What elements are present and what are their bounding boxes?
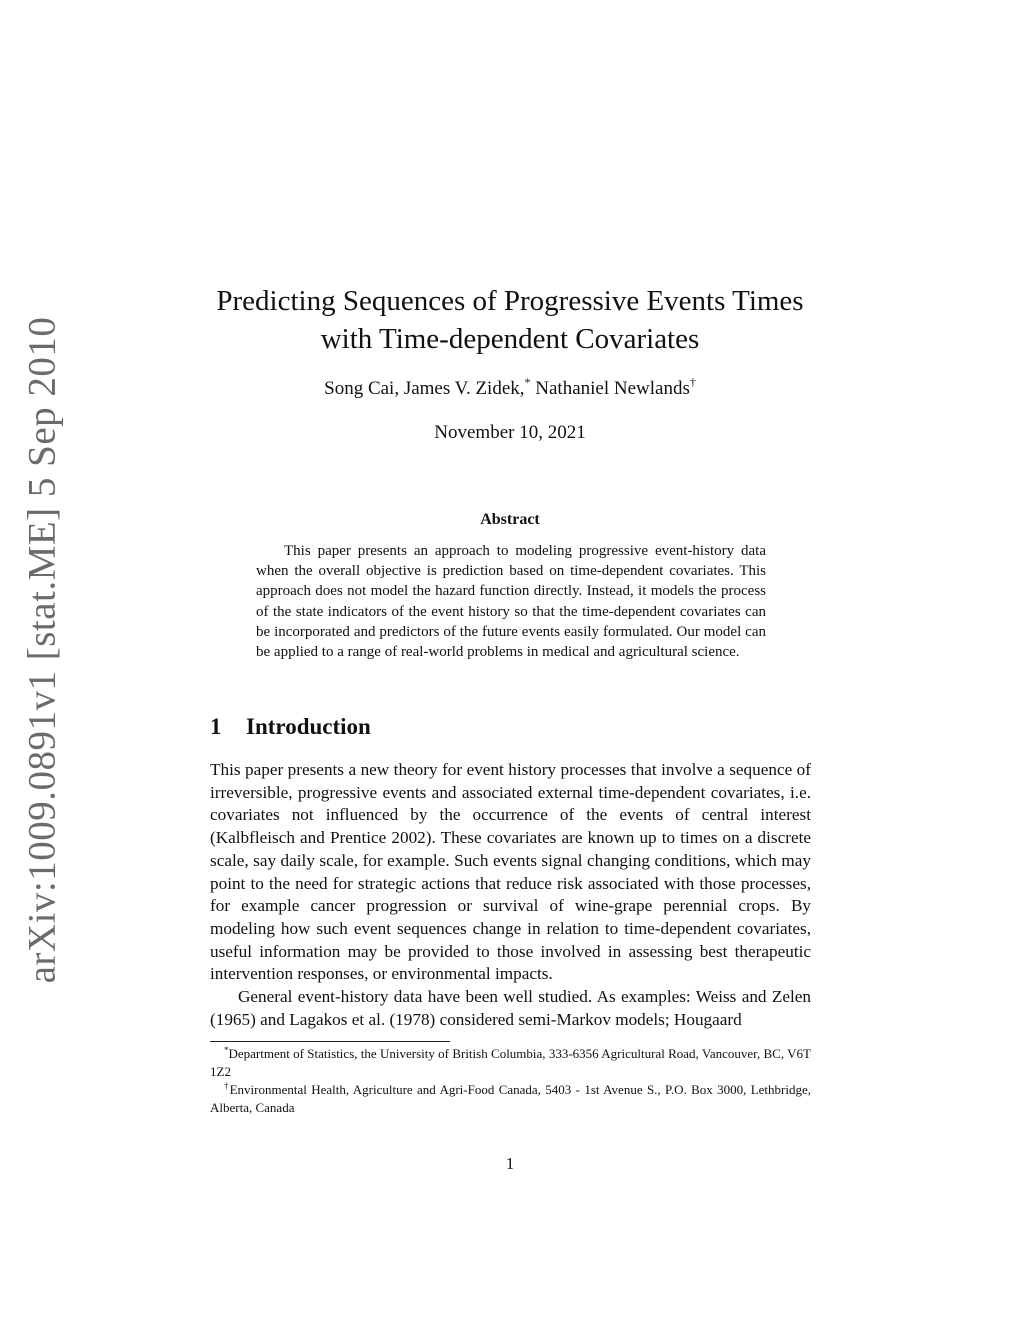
footnote-1 bbox=[210, 1045, 811, 1081]
section-heading-introduction bbox=[210, 712, 371, 742]
author-names-first: Song Cai, James V. Zidek, bbox=[324, 378, 525, 399]
paper-title bbox=[110, 282, 910, 358]
abstract-heading: Abstract bbox=[480, 511, 540, 528]
footnote-1-text: Department of Statistics, the University of British Columbia, 333-6356 Agricultural Road, Vancouver, BC, V6T 1Z2 bbox=[210, 1046, 811, 1079]
author-name-last: Nathaniel Newlands bbox=[530, 378, 690, 399]
introduction-body bbox=[210, 759, 811, 1031]
footnotes bbox=[210, 1045, 811, 1117]
arxiv-identifier: arXiv:1009.0891v1 [stat.ME] 5 Sep 2010 bbox=[20, 316, 64, 984]
section-title: Introduction bbox=[246, 714, 371, 739]
intro-paragraph-2: General event-history data have been well studied. As examples: Weiss and Zelen (1965) and Lagakos et al. (1978) considered semi-Markov models; Hougaard bbox=[210, 987, 811, 1029]
page-number: 1 bbox=[505, 1154, 515, 1173]
footnote-1-mark: * bbox=[224, 1045, 229, 1055]
footnote-2 bbox=[210, 1081, 811, 1117]
paper-date: November 10, 2021 bbox=[434, 422, 586, 443]
intro-paragraph-1: This paper presents a new theory for event history processes that involve a sequence of irreversible, progressive events and associated external time-dependent covariates, i.e. covariates not influenced by the occurrence of the events of central interest (Kalbfleisch and Prentice 2002). These covariates are known up to times on a discrete scale, say daily scale, for example. Such events signal changing conditions, which may point to the need for strategic actions that reduce risk associated with those processes, for example cancer progression or survival of wine-grape perennial crops. By modeling how such event sequences change in relation to time-dependent covariates, useful information may be provided to those involved in assessing best therapeutic intervention responses, or environmental impacts. bbox=[210, 760, 811, 984]
author-list bbox=[110, 376, 910, 402]
footnote-2-mark: † bbox=[224, 1081, 230, 1091]
footnote-mark-asterisk[interactable]: * bbox=[524, 375, 531, 389]
footnote-mark-dagger[interactable]: † bbox=[689, 375, 696, 389]
abstract-text: This paper presents an approach to modeling progressive event-history data when the overall objective is prediction based on time-dependent covariates. This approach does not model the hazard function directly. Instead, it models the process of the state indicators of the event history so that the time-dependent covariates can be incorporated and predictors of the future events easily formulated. Our model can be applied to a range of real-world problems in medical and agricultural science. bbox=[256, 543, 766, 661]
title-line-1: Predicting Sequences of Progressive Events Times bbox=[216, 285, 804, 317]
footnote-divider bbox=[210, 1041, 450, 1042]
section-number: 1 bbox=[210, 714, 222, 739]
title-line-2: with Time-dependent Covariates bbox=[320, 323, 700, 355]
footnote-2-text: Environmental Health, Agriculture and Agri-Food Canada, 5403 - 1st Avenue S., P.O. Box 3000, Lethbridge, Alberta, Canada bbox=[210, 1082, 811, 1115]
